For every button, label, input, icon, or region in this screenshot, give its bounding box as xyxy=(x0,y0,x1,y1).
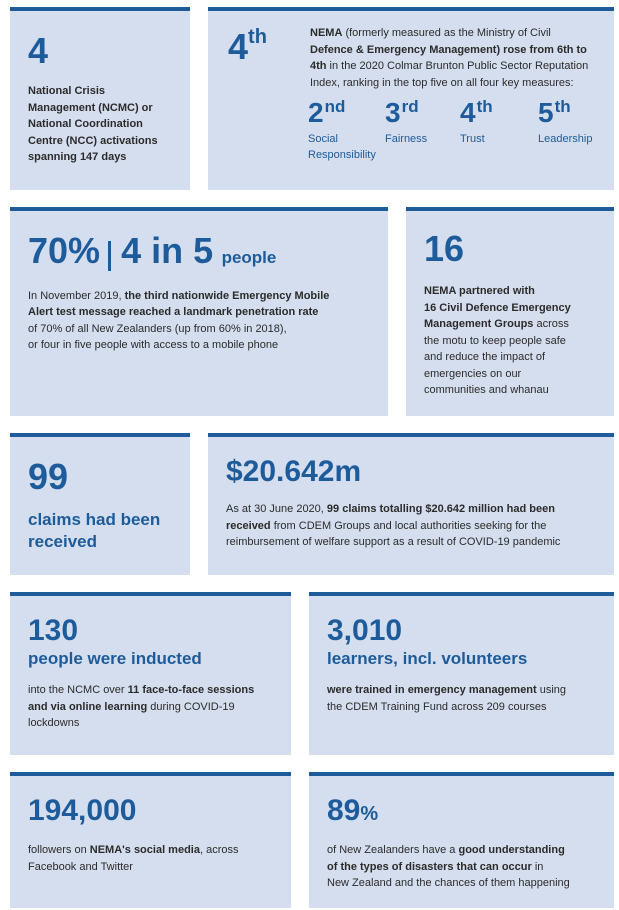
card-social-media xyxy=(10,772,291,908)
stat-number: 89% xyxy=(327,794,379,827)
stat-number: 16 xyxy=(424,228,465,269)
stat-description: NEMA partnered with 16 Civil Defence Emergency Management Groups across the motu to keep people safe and reduce the impact of emergencies on our communities and whanau xyxy=(424,285,571,396)
card-disaster-understanding xyxy=(309,772,614,908)
card-mobile-alert xyxy=(10,207,388,416)
stat-description: followers on NEMA's social media, across Facebook and Twitter xyxy=(28,844,239,873)
card-inducted xyxy=(10,592,291,755)
rank-trust: 4th Trust xyxy=(460,97,493,145)
stat-number: 194,000 xyxy=(28,794,137,827)
stat-description: NEMA (formerly measured as the Ministry of Civil Defence & Emergency Management) rose from 6th to 4th in the 2020 Colmar Brunton Public Sector Reputation Index, ranking in the top five on all four key measures: xyxy=(310,27,589,89)
stat-number: 4th xyxy=(228,26,267,67)
stat-number: $20.642m xyxy=(226,455,362,488)
stat-number: 4 xyxy=(28,30,49,71)
rank-fairness: 3rd Fairness xyxy=(385,97,428,145)
stat-number: 3,010 xyxy=(327,614,403,647)
card-reputation-index xyxy=(208,7,614,190)
stat-number: 70% 4 in 5 people xyxy=(28,230,277,271)
stat-description: National Crisis Management (NCMC) or National Coordination Centre (NCC) activations spanning 147 days xyxy=(28,85,158,163)
stat-heading: claims had been received xyxy=(28,510,161,552)
stat-heading: people were inducted xyxy=(28,649,202,668)
rank-social-responsibility: 2nd Social Responsibility xyxy=(308,97,376,161)
stat-heading: learners, incl. volunteers xyxy=(327,649,528,668)
card-reimbursement xyxy=(208,433,614,575)
stat-description: As at 30 June 2020, 99 claims totalling $20.642 million had been received from CDEM Groups and local authorities seeking for the reimbursement of welfare support as a result of COVID-19 pandemic xyxy=(226,503,561,548)
card-cdem-groups xyxy=(406,207,614,416)
stat-description: into the NCMC over 11 face-to-face sessions and via online learning during COVID-19 lockdowns xyxy=(28,684,255,730)
stat-description: were trained in emergency management using the CDEM Training Fund across 209 courses xyxy=(327,684,567,713)
stat-description: In November 2019, the third nationwide Emergency Mobile Alert test message reached a landmark penetration rate of 70% of all New Zealanders (up from 60% in 2018), or four in five people with access to a mobile phone xyxy=(28,289,330,352)
card-claims xyxy=(10,433,190,575)
stat-number: 130 xyxy=(28,614,79,647)
divider xyxy=(108,241,111,271)
stat-number: 99 xyxy=(28,456,69,497)
card-ncmc-activations xyxy=(10,7,190,190)
rank-leadership: 5th Leadership xyxy=(538,97,593,145)
card-learners xyxy=(309,592,614,755)
stat-description: of New Zealanders have a good understanding of the types of disasters that can occur in New Zealand and the chances of them happening xyxy=(327,844,570,889)
